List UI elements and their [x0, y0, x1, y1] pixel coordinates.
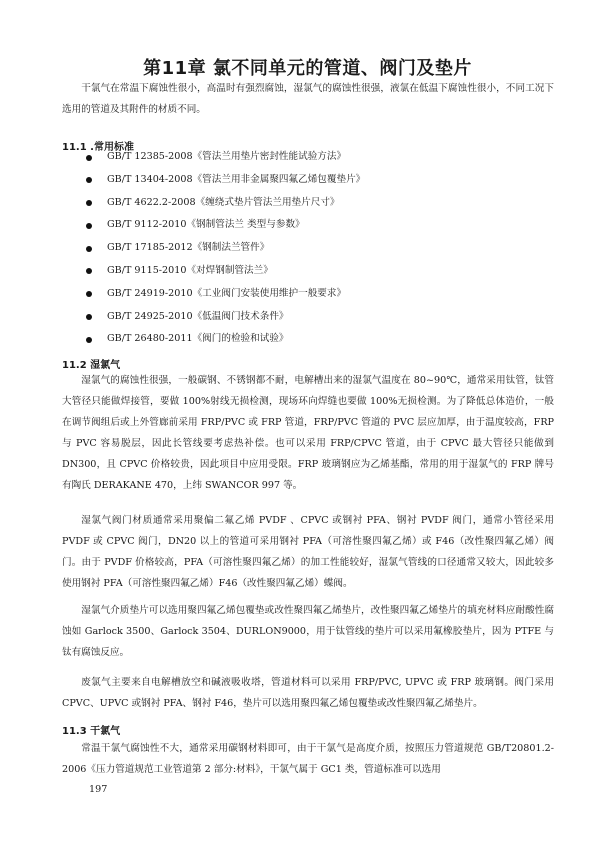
section-heading-dry-chlorine: 11.3 干氯气 [62, 726, 121, 737]
section-heading-standards: 11.1 .常用标准 [62, 142, 134, 153]
wet-paragraph-3: 湿氯气介质垫片可以选用聚四氟乙烯包覆垫或改性聚四氟乙烯垫片，改性聚四氟乙烯垫片的填充材料应耐酸性腐蚀如 Garlock 3500、Garlock 3504、DURLON9000，用于钛管线的垫片可以采用氟橡胶垫片，因为 PTFE 与钛有腐蚀反应。 [62, 605, 554, 658]
list-item: GB/T 26480-2011《阀门的检验和试验》 [86, 328, 365, 351]
list-item: GB/T 9115-2010《对焊钢制管法兰》 [86, 260, 365, 283]
section-heading-wet-chlorine: 11.2 湿氯气 [62, 360, 121, 371]
list-item: GB/T 24925-2010《低温阀门技术条件》 [86, 306, 365, 329]
list-item: GB/T 9112-2010《钢制管法兰 类型与参数》 [86, 214, 365, 237]
bullet-icon [86, 200, 92, 206]
bullet-icon [86, 246, 92, 252]
bullet-icon [86, 223, 92, 229]
list-item: GB/T 24919-2010《工业阀门安装使用维护一般要求》 [86, 283, 365, 306]
list-item: GB/T 13404-2008《管法兰用非金属聚四氟乙烯包覆垫片》 [86, 169, 365, 192]
bullet-icon [86, 268, 92, 274]
bullet-icon [86, 177, 92, 183]
bullet-icon [86, 155, 92, 161]
list-item: GB/T 17185-2012《钢制法兰管件》 [86, 237, 365, 260]
intro-paragraph: 干氯气在常温下腐蚀性很小，高温时有强烈腐蚀，湿氯气的腐蚀性很强，液氯在低温下腐蚀性很小，不同工况下选用的管道及其附件的材质不同。 [62, 83, 554, 115]
list-item: GB/T 12385-2008《管法兰用垫片密封性能试验方法》 [86, 146, 365, 169]
bullet-icon [86, 314, 92, 320]
bullet-icon [86, 291, 92, 297]
wet-paragraph-2: 湿氯气阀门材质通常采用聚偏二氟乙烯 PVDF 、CPVC 或钢衬 PFA、钢衬 PVDF 阀门，通常小管径采用 PVDF 或 CPVC 阀门，DN20 以上的管道可采用钢衬 PFA（可溶性聚四氟乙烯）或 F46（改性聚四氟乙烯）阀门。由于 PVDF 价格较高，PFA（可溶性聚四氟乙烯）的加工性能较好，湿氯气管线的口径通常又较大，因此较多使用钢衬 PFA（可溶性聚四氟乙烯）F46（改性聚四氟乙烯）蝶阀。 [62, 515, 554, 589]
wet-paragraph-1: 湿氯气的腐蚀性很强，一般碳钢、不锈钢都不耐，电解槽出来的湿氯气温度在 80~90℃，通常采用钛管，钛管大管径只能做焊接管，要做 100%射线无损检测，现场环向焊缝也要做 100%无损检测。为了降低总体造价，一般在调节阀组后或上外管廊前采用 FRP/PVC 或 FRP 管道，FRP/PVC 管道的 PVC 层应加厚，由于温度较高，FRP 与 PVC 容易脱层，因此长管线要考虑热补偿。也可以采用 FRP/CPVC 管道，由于 CPVC 最大管径只能做到 DN300，且 CPVC 价格较贵，因此项目中应用受限。FRP 玻璃钢应为乙烯基酯，常用的用于湿氯气的 FRP 牌号有陶氏 DERAKANE 470，上纬 SWANCOR 997 等。 [62, 375, 554, 491]
wet-paragraph-4: 废氯气主要来自电解槽放空和碱液吸收塔，管道材料可以采用 FRP/PVC, UPVC 或 FRP 玻璃钢。阀门采用 CPVC、UPVC 或钢衬 PFA、钢衬 F46，垫片可以选用聚四氟乙烯包覆垫或改性聚四氟乙烯垫片。 [62, 677, 554, 709]
bullet-icon [86, 337, 92, 343]
dry-paragraph-1: 常温干氯气腐蚀性不大，通常采用碳钢材料即可，由于干氯气是高度介质，按照压力管道规范 GB/T20801.2-2006《压力管道规范工业管道第 2 部分:材料》，干氯气属于 GC1 类，管道标准可以选用 [62, 743, 554, 775]
list-item: GB/T 4622.2-2008《缠绕式垫片管法兰用垫片尺寸》 [86, 192, 365, 215]
chapter-title: 第11章 氯不同单元的管道、阀门及垫片 [143, 58, 472, 79]
standards-list [86, 146, 365, 351]
page-number: 197 [89, 784, 108, 795]
